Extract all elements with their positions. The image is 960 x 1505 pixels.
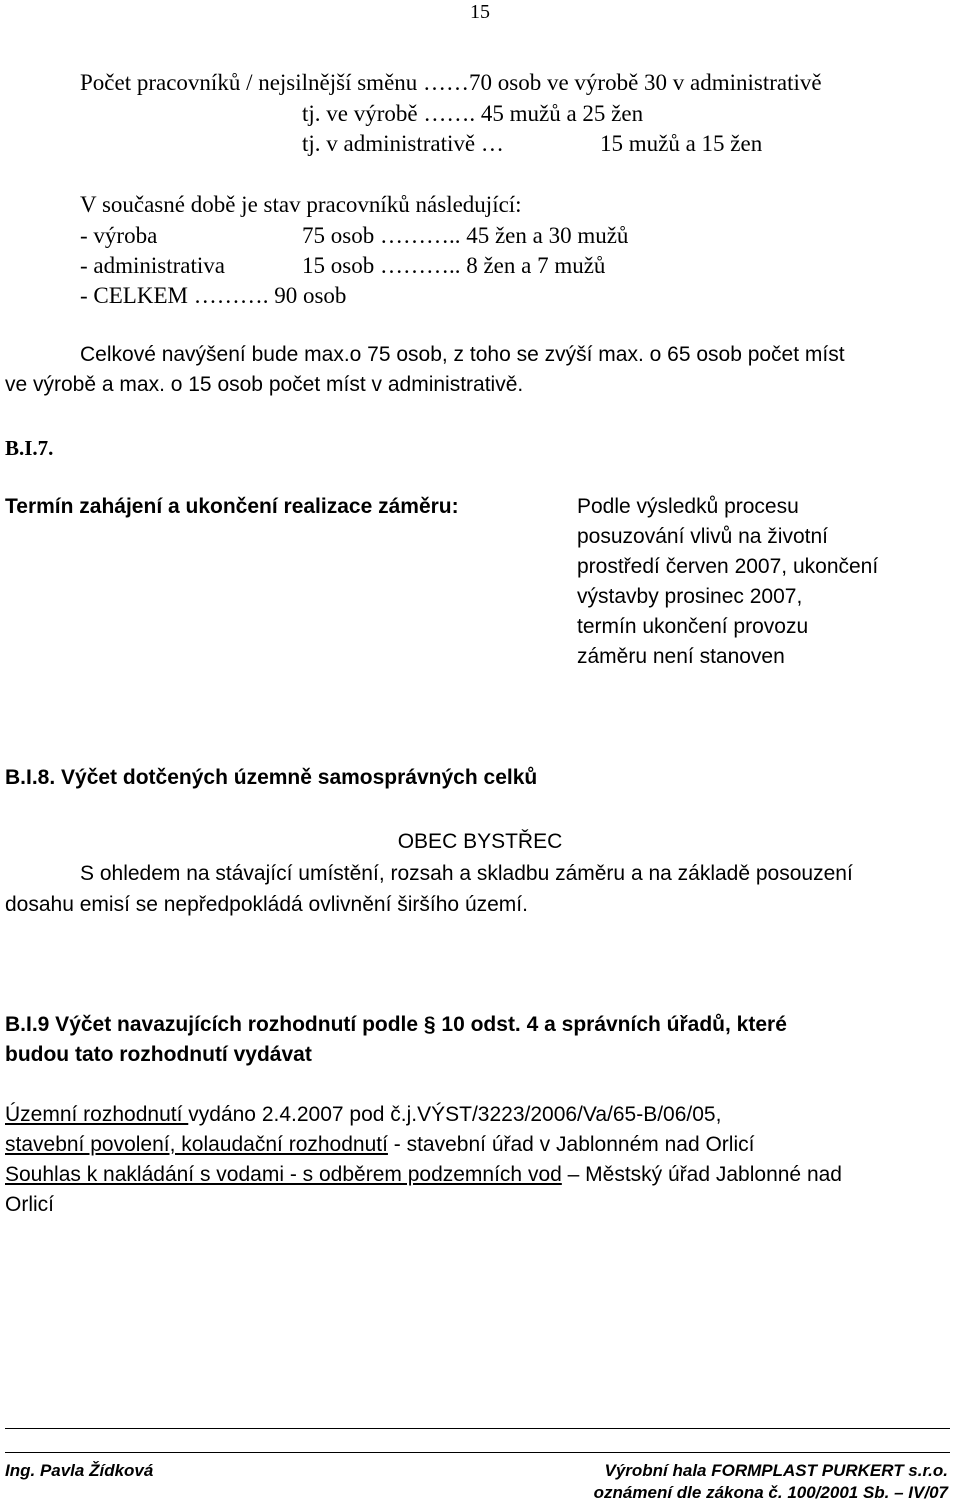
staff-line-2: tj. ve výrobě ……. 45 mužů a 25 žen <box>302 101 644 126</box>
staff-row-label: - administrativa <box>80 253 225 278</box>
municipality-title: OBEC BYSTŘEC <box>397 830 563 853</box>
decision-line <box>5 1104 721 1125</box>
term-label: Termín zahájení a ukončení realizace záměru: <box>5 495 459 518</box>
staff-line-1: Počet pracovníků / nejsilnější směnu ……70 osob ve výrobě 30 v administrativě <box>80 70 822 95</box>
section-heading-b19-line-1: B.I.9 Výčet navazujících rozhodnutí podle § 10 odst. 4 a správních úřadů, které <box>5 1013 787 1036</box>
term-value-line: posuzování vlivů na životní <box>577 525 828 548</box>
staff-row-label: - výroba <box>80 223 158 248</box>
increase-line-1: Celkové navýšení bude max.o 75 osob, z toho se zvýší max. o 65 osob počet míst <box>80 343 845 366</box>
footer-author: Ing. Pavla Žídková <box>5 1461 154 1480</box>
b18-text-line-1: S ohledem na stávající umístění, rozsah a skladbu záměru a na základě posouzení <box>80 862 853 885</box>
term-value-line: záměru není stanoven <box>577 645 785 668</box>
footer-notice: oznámení dle zákona č. 100/2001 Sb. – IV/07 <box>593 1483 948 1502</box>
decision-line-continued: Orlicí <box>5 1193 54 1216</box>
decision-name: Územní rozhodnutí <box>5 1103 189 1126</box>
staff-row-value: 75 osob ……….. 45 žen a 30 mužů <box>302 223 629 248</box>
b18-text-line-2: dosahu emisí se nepředpokládá ovlivnění širšího území. <box>5 893 528 916</box>
section-heading-b19-line-2: budou tato rozhodnutí vydávat <box>5 1043 312 1066</box>
staff-line-3b: 15 mužů a 15 žen <box>600 131 763 156</box>
term-value-line: výstavby prosinec 2007, <box>577 585 803 608</box>
term-value-line: prostředí červen 2007, ukončení <box>577 555 879 578</box>
staff-row-value: 15 osob ……….. 8 žen a 7 mužů <box>302 253 606 278</box>
current-staff-intro: V současné době je stav pracovníků následující: <box>80 192 522 217</box>
decision-line <box>5 1164 842 1185</box>
section-heading-b18: B.I.8. Výčet dotčených územně samosprávných celků <box>5 766 538 789</box>
staff-row-total: - CELKEM ………. 90 osob <box>80 283 347 308</box>
decision-name: stavební povolení, kolaudační rozhodnutí <box>5 1133 388 1156</box>
increase-line-2: ve výrobě a max. o 15 osob počet míst v administrativě. <box>5 373 524 396</box>
staff-line-3a: tj. v administrativě … <box>302 131 504 156</box>
term-value-line: Podle výsledků procesu <box>577 495 799 518</box>
decision-name: Souhlas k nakládání s vodami - s odběrem podzemních vod <box>5 1163 562 1186</box>
footer-project: Výrobní hala FORMPLAST PURKERT s.r.o. <box>604 1461 948 1480</box>
decision-detail: – Městský úřad Jablonné nad <box>561 1163 842 1186</box>
footer-rule-bottom <box>5 1452 950 1453</box>
section-heading-b17: B.I.7. <box>5 436 54 460</box>
page-number: 15 <box>470 1 490 23</box>
decision-detail: - stavební úřad v Jablonném nad Orlicí <box>387 1133 755 1156</box>
decision-detail: vydáno 2.4.2007 pod č.j.VÝST/3223/2006/Va/65-B/06/05, <box>188 1103 722 1126</box>
footer-rule-top <box>5 1428 950 1429</box>
term-value-line: termín ukončení provozu <box>577 615 809 638</box>
decision-line <box>5 1134 754 1155</box>
